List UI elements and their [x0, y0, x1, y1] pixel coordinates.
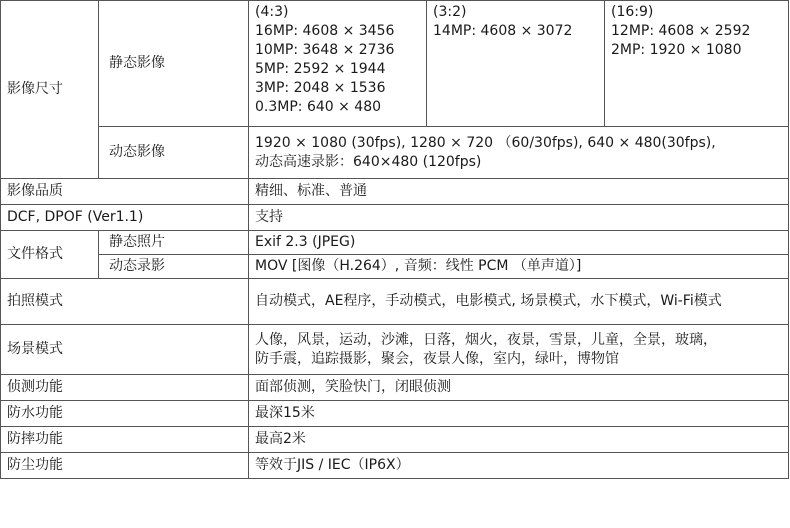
- file-format-video-label: 动态录影: [99, 255, 249, 279]
- scene-mode-line: 防手震，追踪摄影，聚会，夜景人像，室内，绿叶，博物馆: [255, 350, 619, 367]
- row-quality: [1, 179, 789, 205]
- ratio-4-3-line: 16MP: 4608 × 3456: [255, 23, 395, 39]
- ratio-16-9-cell: [605, 1, 789, 127]
- shockproof-value: 最高2米: [249, 427, 789, 453]
- dustproof-label: 防尘功能: [1, 453, 249, 479]
- file-format-still-label: 静态照片: [99, 231, 249, 255]
- row-waterproof: [1, 401, 789, 427]
- file-format-still-value: Exif 2.3 (JPEG): [249, 231, 789, 255]
- file-format-label: 文件格式: [1, 231, 99, 279]
- ratio-16-9-line: 12MP: 4608 × 2592: [611, 23, 751, 39]
- quality-label: 影像品质: [1, 179, 249, 205]
- dcf-value: 支持: [249, 205, 789, 231]
- ratio-3-2-line: 14MP: 4608 × 3072: [433, 23, 573, 39]
- row-image-size-video: [1, 127, 789, 179]
- ratio-16-9-header: (16:9): [611, 4, 654, 20]
- dcf-label: DCF, DPOF (Ver1.1): [1, 205, 249, 231]
- row-scene-mode: [1, 325, 789, 375]
- ratio-4-3-cell: [249, 1, 427, 127]
- shooting-mode-value: 自动模式，AE程序，手动模式，电影模式, 场景模式，水下模式，Wi-Fi模式: [249, 279, 789, 325]
- still-image-label: 静态影像: [99, 1, 249, 127]
- row-shockproof: [1, 427, 789, 453]
- dustproof-value: 等效于JIS / IEC（IP6X）: [249, 453, 789, 479]
- row-file-format-still: [1, 231, 789, 255]
- ratio-16-9-line: 2MP: 1920 × 1080: [611, 42, 742, 58]
- waterproof-label: 防水功能: [1, 401, 249, 427]
- ratio-4-3-line: 5MP: 2592 × 1944: [255, 61, 386, 77]
- image-size-label: 影像尺寸: [1, 1, 99, 179]
- row-dustproof: [1, 453, 789, 479]
- row-file-format-video: [1, 255, 789, 279]
- shooting-mode-label: 拍照模式: [1, 279, 249, 325]
- ratio-4-3-header: (4:3): [255, 4, 289, 20]
- row-shooting-mode: [1, 279, 789, 325]
- scene-mode-line: 人像，风景，运动，沙滩，日落，烟火，夜景，雪景，儿童，全景，玻璃，: [255, 331, 717, 348]
- ratio-4-3-line: 10MP: 3648 × 2736: [255, 42, 395, 58]
- shockproof-label: 防摔功能: [1, 427, 249, 453]
- video-line: 1920 × 1080 (30fps), 1280 × 720 （60/30fps), 640 × 480(30fps),: [255, 134, 716, 151]
- video-line: 动态高速录影：640×480 (120fps): [255, 153, 482, 170]
- ratio-3-2-cell: [427, 1, 605, 127]
- video-image-value: [249, 127, 789, 179]
- file-format-video-value: MOV [图像（H.264）, 音频：线性 PCM （单声道）]: [249, 255, 789, 279]
- row-image-size-still: [1, 1, 789, 127]
- ratio-3-2-header: (3:2): [433, 4, 467, 20]
- scene-mode-label: 场景模式: [1, 325, 249, 375]
- quality-value: 精细、标准、普通: [249, 179, 789, 205]
- scene-mode-value: [249, 325, 789, 375]
- row-detection: [1, 375, 789, 401]
- video-image-label: 动态影像: [99, 127, 249, 179]
- row-dcf: [1, 205, 789, 231]
- ratio-4-3-line: 0.3MP: 640 × 480: [255, 99, 382, 115]
- waterproof-value: 最深15米: [249, 401, 789, 427]
- detection-value: 面部侦测，笑脸快门，闭眼侦测: [249, 375, 789, 401]
- ratio-4-3-line: 3MP: 2048 × 1536: [255, 80, 386, 96]
- detection-label: 侦测功能: [1, 375, 249, 401]
